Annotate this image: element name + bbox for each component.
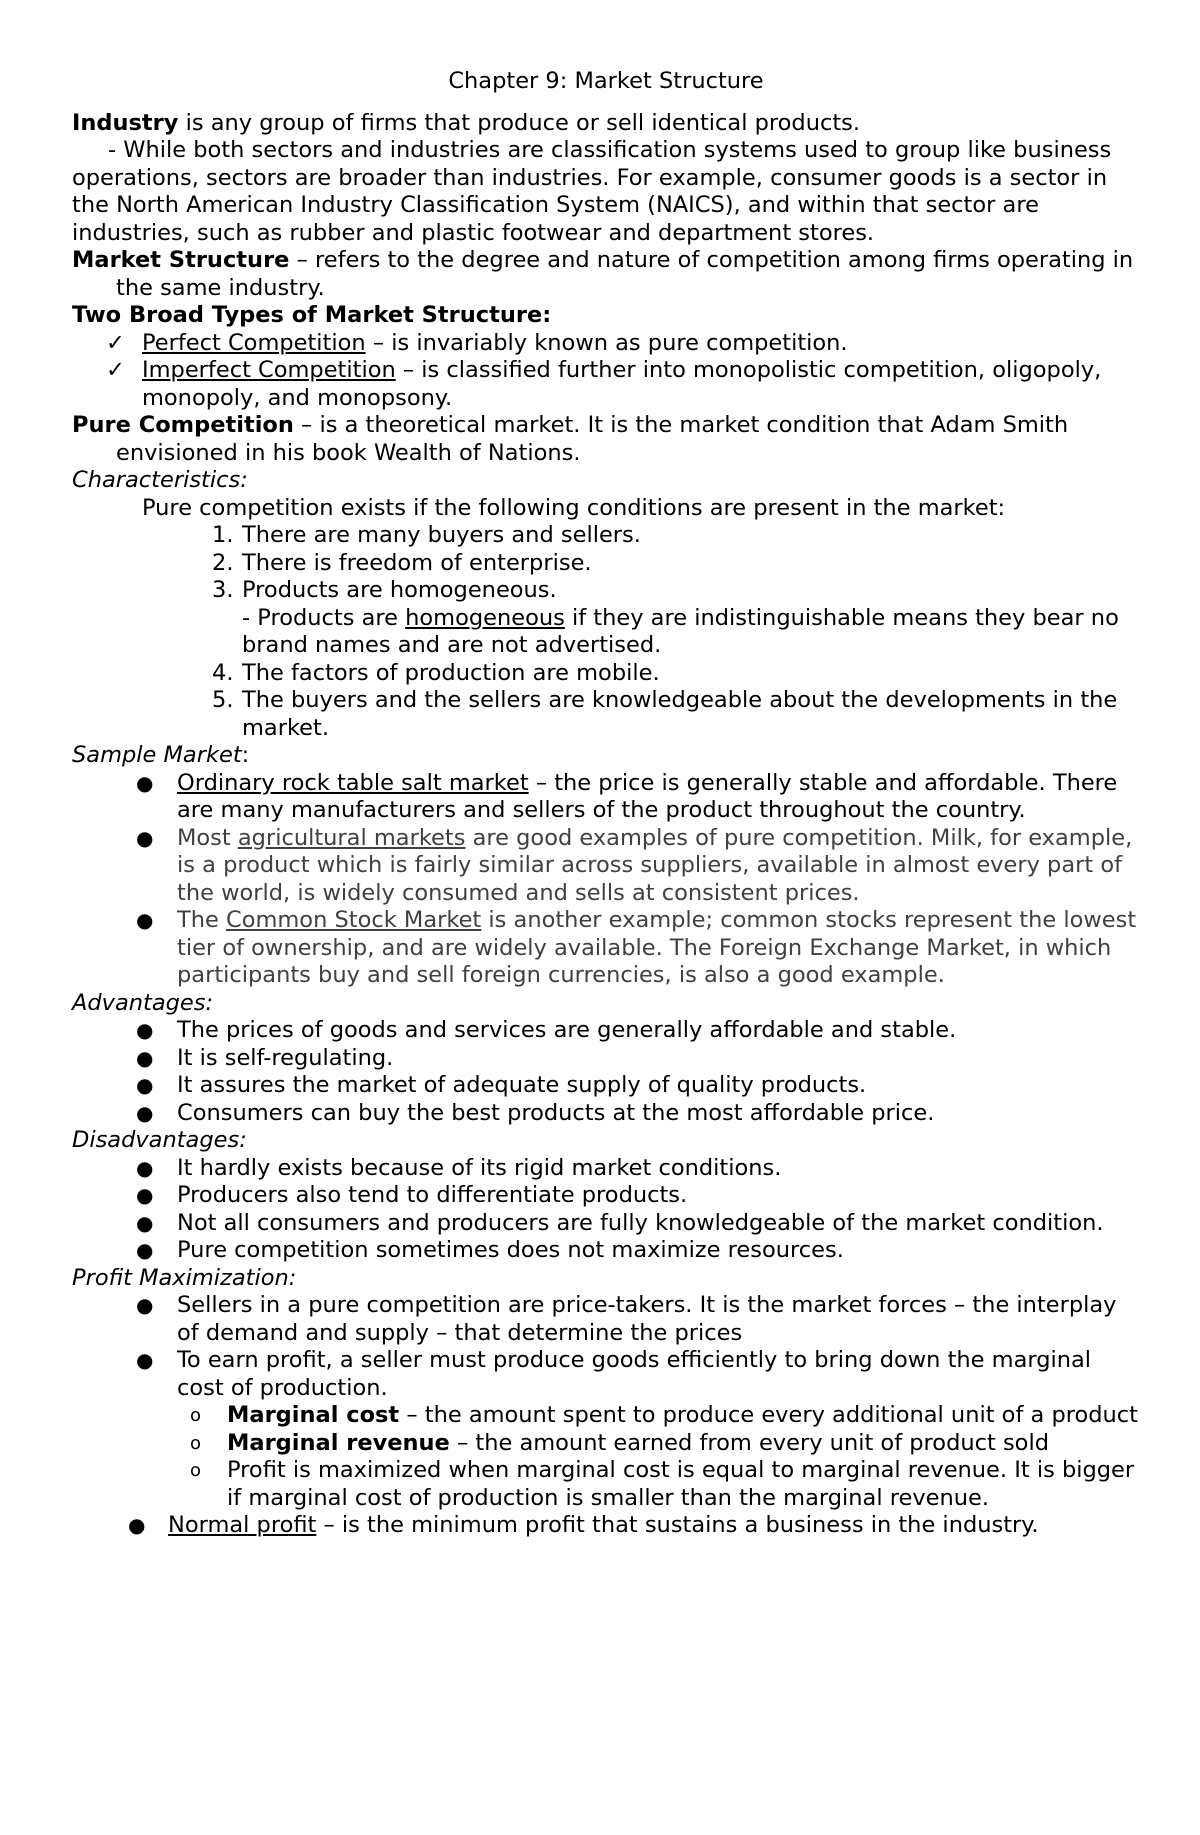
characteristics-list bbox=[72, 522, 1140, 742]
industry-note: - While both sectors and industries are classification systems used to group like business operations, sectors are broader than industries. For example, consumer goods is a sector in the North American Industry Classification System (NAICS), and within that sector are industries, such as rubber and plastic footwear and department stores. bbox=[72, 137, 1112, 246]
list-item bbox=[72, 1512, 1140, 1540]
list-item-text: The prices of goods and services are generally affordable and stable. bbox=[177, 1017, 957, 1043]
two-types-heading: Two Broad Types of Market Structure: bbox=[72, 302, 552, 328]
homogeneous-term: homogeneous bbox=[405, 604, 565, 631]
bullet-icon: ● bbox=[136, 1238, 154, 1262]
bullet-icon: ● bbox=[136, 825, 154, 850]
characteristics-intro: Pure competition exists if the following conditions are present in the market: bbox=[142, 494, 1006, 521]
industry-term: Industry bbox=[72, 109, 179, 136]
bullet-icon: ● bbox=[136, 1210, 154, 1235]
list-item-text: Producers also tend to differentiate products. bbox=[177, 1182, 688, 1208]
list-item bbox=[72, 357, 1140, 412]
list-item bbox=[72, 1182, 1140, 1210]
list-item bbox=[72, 825, 1140, 908]
list-item bbox=[72, 1457, 1140, 1512]
circle-bullet-icon: o bbox=[190, 1405, 202, 1426]
circle-bullet-icon: o bbox=[190, 1432, 202, 1454]
sample-market-list bbox=[72, 770, 1140, 990]
imperfect-competition-term: Imperfect Competition bbox=[142, 357, 396, 383]
list-item-text: – is the minimum profit that sustains a business in the industry. bbox=[316, 1512, 1039, 1538]
marginal-sublist bbox=[72, 1402, 1140, 1512]
list-item bbox=[212, 522, 1140, 550]
market-structure-term: Market Structure bbox=[72, 247, 290, 273]
profit-maximization-heading: Profit Maximization: bbox=[72, 1264, 297, 1291]
list-item-text: Profit is maximized when marginal cost is equal to marginal revenue. It is bigger if marginal cost of production is smaller than the marginal revenue. bbox=[227, 1457, 1135, 1511]
list-item-text: are good examples of pure competition. Milk, for example, is a product which is fairly similar across suppliers, available in almost every part of the world, is widely consumed and sells at consistent prices. bbox=[177, 824, 1133, 906]
list-item-text: – is classified further into monopolistic competition, oligopoly, monopoly, and monopsony. bbox=[142, 357, 1102, 411]
list-item bbox=[72, 1430, 1140, 1458]
list-item bbox=[212, 550, 1140, 578]
agricultural-markets-term: agricultural markets bbox=[237, 824, 466, 851]
list-item-text: The buyers and the sellers are knowledgeable about the developments in the market. bbox=[242, 687, 1118, 741]
circle-bullet-icon: o bbox=[190, 1460, 202, 1481]
marginal-cost-term: Marginal cost bbox=[227, 1402, 400, 1428]
list-item bbox=[72, 1402, 1140, 1430]
list-item-text: There is freedom of enterprise. bbox=[242, 549, 592, 576]
list-item bbox=[72, 1292, 1140, 1347]
characteristics-heading: Characteristics: bbox=[72, 467, 248, 493]
list-item-text: is another example; common stocks represent the lowest tier of ownership, and are widely available. The Foreign Exchange Market, in which participants buy and sell foreign currencies, is also a good example. bbox=[177, 907, 1137, 988]
advantages-heading: Advantages: bbox=[72, 989, 214, 1016]
list-number: 1. bbox=[212, 522, 234, 548]
list-item-text: It hardly exists because of its rigid market conditions. bbox=[177, 1154, 782, 1181]
list-item bbox=[212, 577, 1140, 605]
bullet-icon: ● bbox=[136, 1018, 154, 1042]
pure-competition-term: Pure Competition bbox=[72, 412, 294, 438]
list-item bbox=[72, 330, 1140, 358]
list-item-text: Pure competition sometimes does not maximize resources. bbox=[177, 1237, 844, 1263]
list-item bbox=[72, 1155, 1140, 1183]
list-number: 5. bbox=[212, 687, 234, 713]
market-structure-def-text: – refers to the degree and nature of competition among firms operating in the same industry. bbox=[116, 247, 1134, 301]
checkmark-icon: ✓ bbox=[106, 329, 125, 356]
page-title: Chapter 9: Market Structure bbox=[448, 68, 764, 94]
list-item-text: Not all consumers and producers are fully knowledgeable of the market condition. bbox=[177, 1209, 1104, 1236]
list-item-text: Sellers in a pure competition are price-takers. It is the market forces – the interplay of demand and supply – that determine the prices bbox=[177, 1292, 1117, 1346]
list-item-text: Products are homogeneous. bbox=[242, 577, 557, 603]
sample-market-heading bbox=[72, 742, 1140, 770]
note-text: - Products are bbox=[242, 604, 406, 631]
bullet-icon: ● bbox=[136, 1183, 154, 1207]
checkmark-icon: ✓ bbox=[106, 357, 125, 383]
industry-def-text: is any group of firms that produce or sell identical products. bbox=[178, 109, 861, 136]
two-types-list bbox=[72, 330, 1140, 413]
bullet-icon: ● bbox=[136, 1045, 154, 1070]
homogeneous-note bbox=[212, 605, 1140, 660]
list-number: 4. bbox=[212, 659, 234, 686]
heading-text: Sample Market bbox=[72, 742, 242, 768]
normal-profit-list bbox=[72, 1512, 1140, 1540]
bullet-icon: ● bbox=[136, 770, 154, 795]
list-item-text: There are many buyers and sellers. bbox=[242, 522, 641, 548]
perfect-competition-term: Perfect Competition bbox=[142, 329, 366, 356]
industry-definition bbox=[72, 110, 1140, 138]
list-item-text: The factors of production are mobile. bbox=[242, 659, 660, 686]
bullet-icon: ● bbox=[136, 1073, 154, 1097]
market-structure-definition bbox=[72, 247, 1140, 302]
heading-colon: : bbox=[241, 742, 250, 768]
bullet-icon: ● bbox=[128, 1513, 146, 1537]
advantages-list bbox=[72, 1017, 1140, 1127]
bullet-icon: ● bbox=[136, 1155, 154, 1180]
list-item-text: – the amount earned from every unit of product sold bbox=[449, 1429, 1049, 1456]
list-item-text: To earn profit, a seller must produce goods efficiently to bring down the marginal cost of production. bbox=[177, 1347, 1092, 1401]
list-item bbox=[72, 1017, 1140, 1045]
marginal-revenue-term: Marginal revenue bbox=[227, 1429, 450, 1456]
list-item-text: – the amount spent to produce every additional unit of a product bbox=[399, 1402, 1138, 1428]
list-number: 2. bbox=[212, 549, 234, 576]
list-item-text: It assures the market of adequate supply of quality products. bbox=[177, 1072, 867, 1098]
list-item-text: Most bbox=[177, 824, 238, 851]
list-item bbox=[212, 687, 1140, 742]
profit-maximization-list bbox=[72, 1292, 1140, 1402]
pure-competition-definition bbox=[72, 412, 1140, 467]
list-item bbox=[72, 1210, 1140, 1238]
common-stock-market-term: Common Stock Market bbox=[226, 907, 482, 933]
list-item bbox=[72, 1100, 1140, 1128]
list-item bbox=[72, 1347, 1140, 1402]
list-item-text: It is self-regulating. bbox=[177, 1044, 394, 1071]
list-number: 3. bbox=[212, 577, 234, 603]
list-item-text: Consumers can buy the best products at the most affordable price. bbox=[177, 1099, 935, 1126]
list-item bbox=[212, 660, 1140, 688]
bullet-icon: ● bbox=[136, 1100, 154, 1125]
normal-profit-term: Normal profit bbox=[168, 1512, 317, 1538]
list-item-text: – is invariably known as pure competition. bbox=[365, 329, 848, 356]
bullet-icon: ● bbox=[136, 908, 154, 932]
disadvantages-heading: Disadvantages: bbox=[72, 1127, 247, 1153]
list-item-text: The bbox=[177, 907, 226, 933]
list-item bbox=[72, 1237, 1140, 1265]
pure-competition-def-text: – is a theoretical market. It is the market condition that Adam Smith envisioned in his book Wealth of Nations. bbox=[116, 412, 1069, 466]
bullet-icon: ● bbox=[136, 1293, 154, 1317]
list-item bbox=[72, 1072, 1140, 1100]
bullet-icon: ● bbox=[136, 1348, 154, 1372]
note-text: if they are indistinguishable means they bear no brand names and are not advertised. bbox=[242, 604, 1119, 658]
list-item bbox=[72, 1045, 1140, 1073]
list-item bbox=[72, 907, 1140, 990]
list-item bbox=[72, 770, 1140, 825]
disadvantages-list bbox=[72, 1155, 1140, 1265]
list-item-text: – the price is generally stable and affordable. There are many manufacturers and sellers of the product throughout the country. bbox=[177, 769, 1118, 823]
salt-market-term: Ordinary rock table salt market bbox=[177, 769, 529, 796]
